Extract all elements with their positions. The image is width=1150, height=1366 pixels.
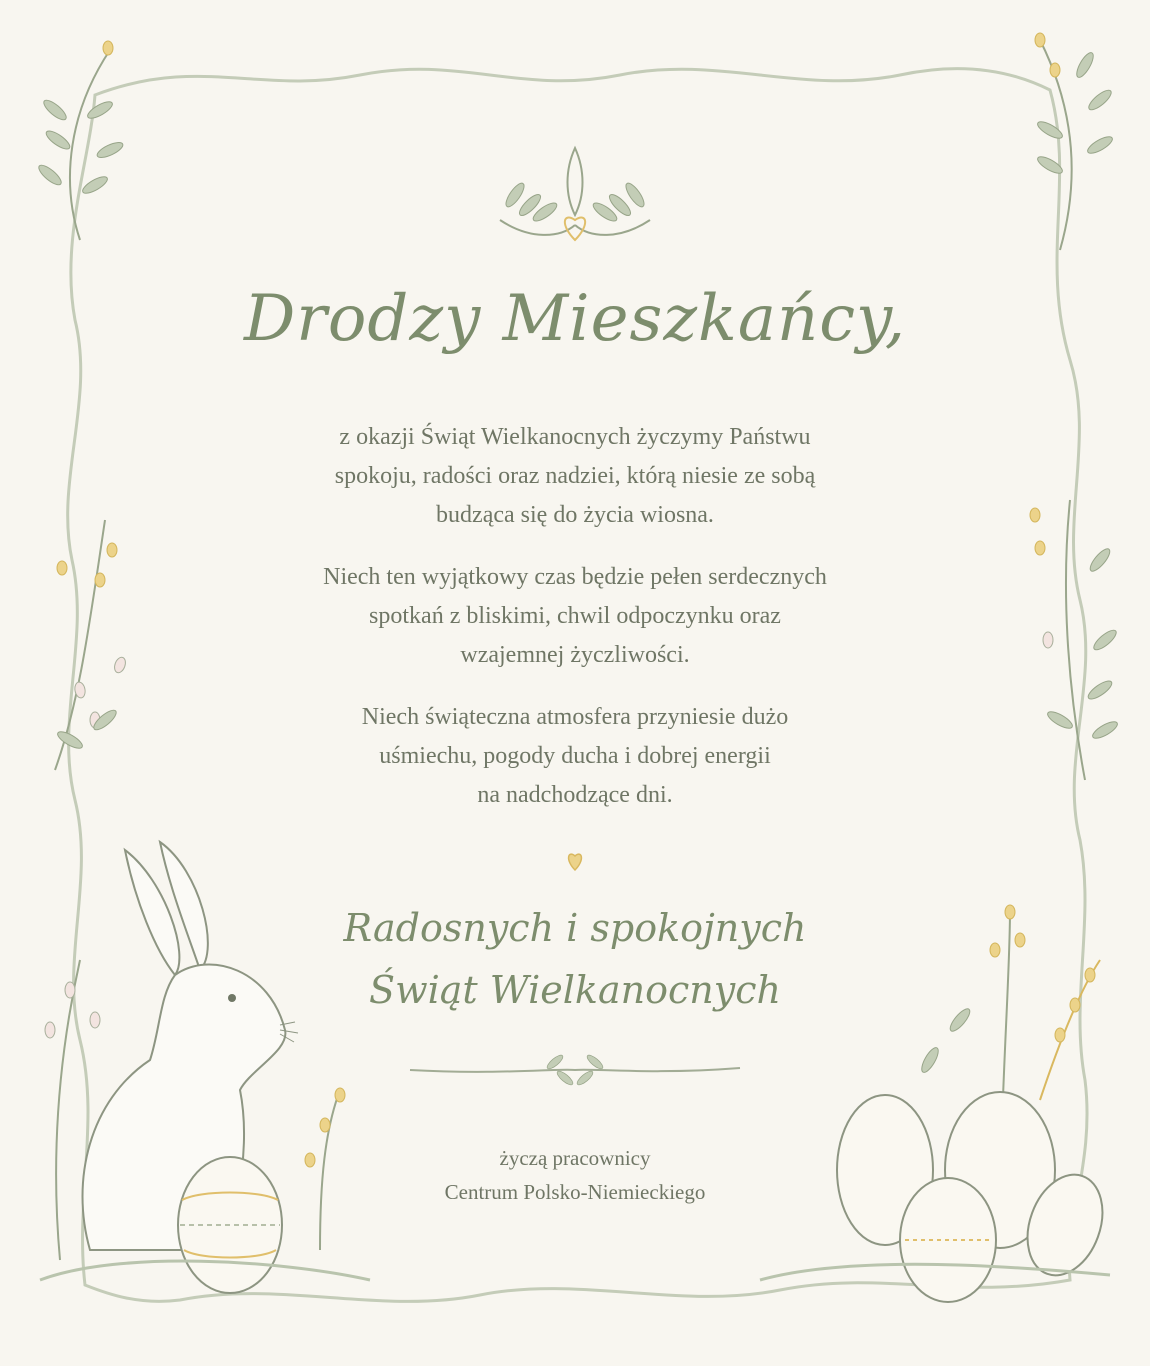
paragraph-2 (225, 558, 925, 675)
closing-line-1: Radosnych i spokojnych (343, 906, 807, 950)
paragraph-line: spotkań z bliskimi, chwil odpoczynku oraz (369, 603, 781, 629)
paragraph-line: Niech ten wyjątkowy czas będzie pełen serdecznych (323, 564, 827, 590)
top-left-branch-icon (36, 41, 125, 240)
greeting-title: Drodzy Mieszkańcy, (243, 282, 907, 356)
heart-divider-icon (569, 854, 582, 870)
paragraph-line: z okazji Świąt Wielkanocnych życzymy Państwu (339, 424, 811, 450)
paragraph-3 (225, 698, 925, 815)
left-flower-branch-icon (55, 520, 127, 770)
paragraph-line: na nadchodzące dni. (477, 782, 673, 808)
signature-line-1: życzą pracownicy (499, 1146, 651, 1170)
paragraph-line: budząca się do życia wiosna. (436, 502, 714, 528)
top-right-branch-icon (1035, 33, 1115, 250)
paragraph-line: Niech świąteczna atmosfera przyniesie dużo (361, 704, 789, 730)
paragraph-line: wzajemnej życzliwości. (460, 642, 690, 668)
right-eggs-illustration (760, 905, 1116, 1302)
paragraph-line: spokoju, radości oraz nadziei, którą niesie ze sobą (334, 463, 816, 489)
left-egg-icon (178, 1157, 282, 1293)
top-ornament-icon (500, 148, 650, 240)
closing-line-2: Świąt Wielkanocnych (369, 968, 781, 1012)
paragraph-1 (225, 418, 925, 535)
signature-line-2: Centrum Polsko-Niemieckiego (444, 1180, 706, 1204)
paragraph-line: uśmiechu, pogody ducha i dobrej energii (379, 743, 771, 769)
closing-divider-icon (410, 1053, 740, 1087)
